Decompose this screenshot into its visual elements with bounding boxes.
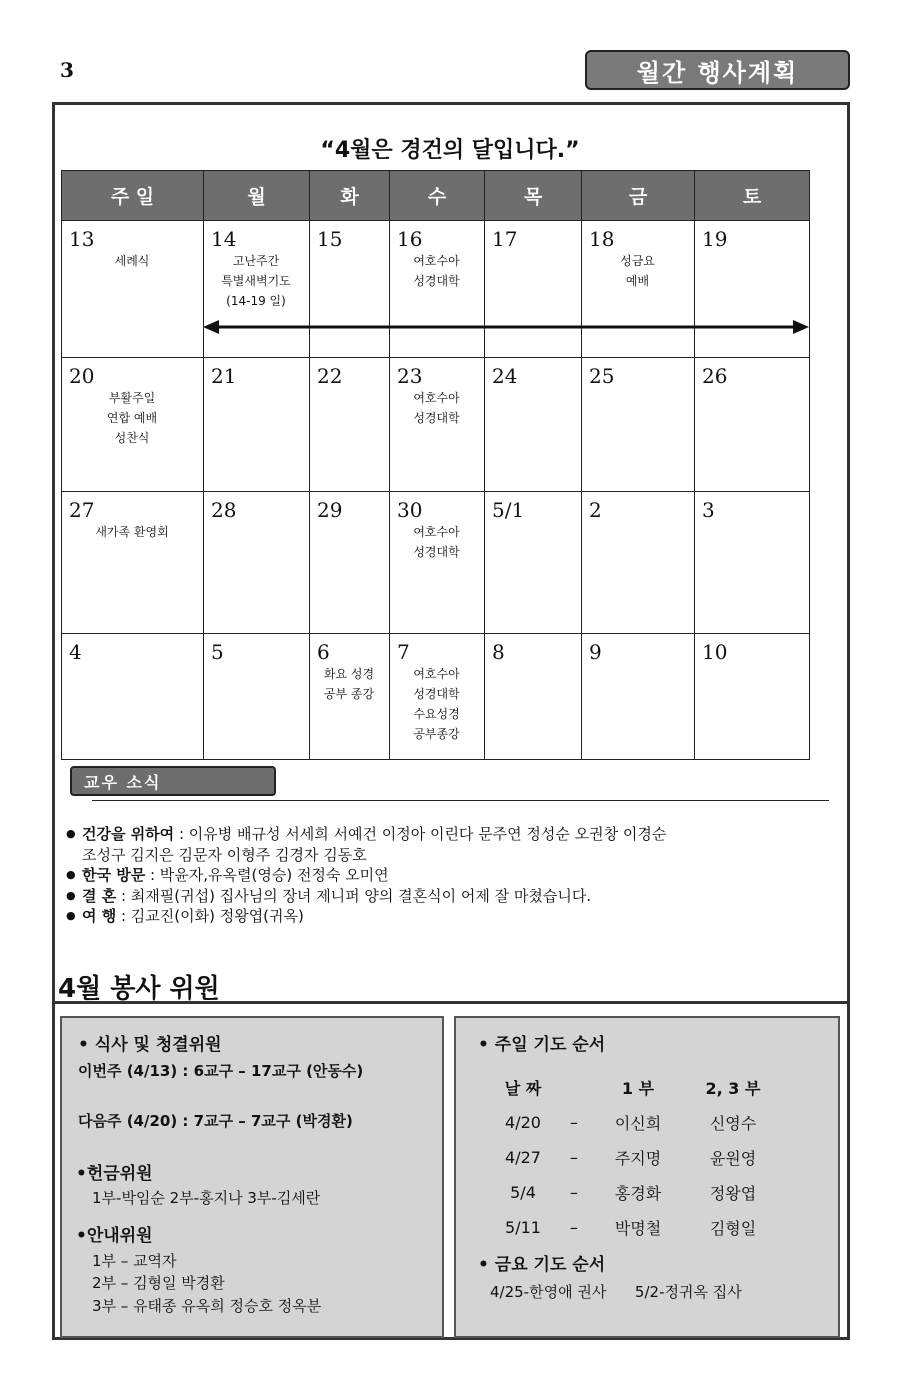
day-event: 성금요 예배 [620,254,655,288]
news-label: 여 행 [82,907,117,925]
calendar-week-3 [62,492,810,634]
day-event: 여호수아 성경대학 [413,254,460,288]
calendar-day [695,634,810,760]
news-label: 한국 방문 [82,866,146,884]
calendar-day [485,492,582,634]
calendar-day [485,634,582,760]
meal-this-week: 이번주 (4/13) : 6교구 – 17교구 (안동수) [78,1062,364,1080]
calendar-day [390,492,485,634]
day-number: 21 [211,364,237,388]
weekday-header-row [62,171,810,221]
day-event: 새가족 환영회 [95,525,169,539]
calendar-day [695,221,810,358]
page-number: 3 [60,58,74,82]
calendar-day [695,358,810,492]
day-number: 23 [397,364,423,388]
dash: – [570,1113,578,1132]
calendar-day [582,492,695,634]
day-number: 10 [702,640,728,664]
monthly-calendar [61,170,810,760]
weekday-sat: 토 [695,171,810,221]
calendar-day [695,492,810,634]
calendar-day [310,492,390,634]
offering-committee-heading: •헌금위원 [76,1164,153,1184]
second-third-service-leader: 신영수 [709,1114,757,1133]
day-number: 2 [589,498,602,522]
news-section-tab: 교우 소식 [70,766,276,796]
news-item-wedding [66,886,836,907]
weekday-tue: 화 [310,171,390,221]
column-header-date: 날 짜 [504,1079,542,1098]
day-number: 13 [69,227,95,251]
day-number: 5/1 [492,498,525,522]
calendar-day [204,492,310,634]
news-item-travel [66,906,836,927]
table-row [486,1140,778,1175]
day-event: 여호수아 성경대학 [413,391,460,425]
calendar-day [582,221,695,358]
prayer-date: 4/20 [505,1113,541,1132]
prayer-table-header [486,1070,778,1105]
day-number: 25 [589,364,615,388]
calendar-day [62,358,204,492]
day-number: 8 [492,640,505,664]
weekday-sun: 주 일 [62,171,204,221]
column-header-second-third-service: 2, 3 부 [705,1079,761,1098]
first-service-leader: 박명철 [614,1219,662,1238]
calendar-day [204,358,310,492]
day-number: 14 [211,227,237,251]
weekday-thu: 목 [485,171,582,221]
day-number: 30 [397,498,423,522]
friday-prayer-schedule: 4/25-한영애 권사 5/2-정귀옥 집사 [490,1283,742,1301]
news-text: : 이유병 배규성 서세희 서예건 이정아 이린다 문주연 정성순 오권창 이경순 [174,825,667,843]
news-label: 건강을 위하여 [82,825,175,843]
calendar-day [582,634,695,760]
news-list [66,824,836,927]
sunday-prayer-table [486,1070,778,1245]
calendar-day [390,358,485,492]
meal-committee-heading: • 식사 및 청결위원 [78,1035,222,1055]
prayer-date: 4/27 [505,1148,541,1167]
day-number: 16 [397,227,423,251]
day-number: 27 [69,498,95,522]
table-row [486,1105,778,1140]
news-text: : 최재필(귀섭) 집사님의 장녀 제니퍼 양의 결혼식이 어제 잘 마쳤습니다. [116,886,592,905]
day-number: 28 [211,498,237,522]
usher-committee-heading: •안내위원 [76,1226,153,1246]
day-number: 7 [397,640,410,664]
day-number: 9 [589,640,602,664]
weekday-wed: 수 [390,171,485,221]
news-item-health [66,824,836,865]
second-third-service-leader: 정왕엽 [709,1184,757,1203]
calendar-day [390,221,485,358]
second-third-service-leader: 김형일 [709,1219,757,1238]
prayer-schedule-box [454,1016,840,1338]
calendar-day [390,634,485,760]
day-number: 20 [69,364,95,388]
dash: – [570,1148,578,1167]
news-text-continued: 조성구 김지은 김문자 이형주 김경자 김동호 [82,845,367,864]
first-service-leader: 홍경화 [614,1184,662,1203]
offering-committee-members: 1부-박임순 2부-홍지나 3부-김세란 [92,1189,321,1207]
double-arrow-icon [203,319,809,335]
calendar-week-2 [62,358,810,492]
column-header-first-service: 1 부 [621,1079,655,1098]
friday-prayer-heading: • 금요 기도 순서 [478,1255,606,1275]
day-number: 17 [492,227,518,251]
prayer-date: 5/4 [510,1183,536,1202]
calendar-day [485,221,582,358]
day-event: 고난주간 특별새벽기도 (14-19 일) [221,254,291,308]
calendar-day [204,221,310,358]
day-event: 화요 성경 공부 종강 [323,667,375,701]
calendar-day [310,358,390,492]
second-third-service-leader: 윤원영 [709,1149,757,1168]
usher-line: 2부 – 김형일 박경환 [92,1274,225,1292]
day-number: 19 [702,227,728,251]
calendar-day [310,221,390,358]
day-number: 29 [317,498,343,522]
day-number: 18 [589,227,615,251]
news-item-korea-visit [66,865,836,886]
service-committee-box [60,1016,444,1338]
table-row [486,1210,778,1245]
calendar-day [310,634,390,760]
calendar-week-1 [62,221,810,358]
calendar-day [582,358,695,492]
usher-line: 1부 – 교역자 [92,1252,177,1270]
usher-line: 3부 – 유태종 유옥희 정승호 정옥분 [92,1297,322,1315]
day-number: 26 [702,364,728,388]
page-header-title: 월간 행사계획 [585,50,850,90]
day-number: 22 [317,364,343,388]
calendar-day [485,358,582,492]
weekday-fri: 금 [582,171,695,221]
service-section-title: 4월 봉사 위원 [58,974,220,1004]
prayer-date: 5/11 [505,1218,541,1237]
day-event: 여호수아 성경대학 수요성경 공부종강 [413,667,460,741]
day-event: 여호수아 성경대학 [413,525,460,559]
calendar-day [62,221,204,358]
calendar-title: “4월은 경건의 달입니다.” [320,138,580,163]
first-service-leader: 이신희 [614,1114,662,1133]
news-label: 결 혼 [82,886,117,905]
day-event: 세례식 [114,254,150,268]
dash: – [570,1218,578,1237]
day-number: 5 [211,640,224,664]
day-number: 4 [69,640,82,664]
calendar-week-4 [62,634,810,760]
news-divider [92,800,829,801]
table-row [486,1175,778,1210]
calendar-day [62,634,204,760]
day-number: 3 [702,498,715,522]
service-divider [55,1001,847,1004]
day-number: 24 [492,364,518,388]
dash: – [570,1183,578,1202]
first-service-leader: 주지명 [614,1149,662,1168]
news-text: : 박윤자,유옥렬(영승) 전정숙 오미연 [145,866,389,884]
news-text: : 김교진(이화) 정왕엽(귀옥) [116,907,304,925]
day-event: 부활주일 연합 예배 성찬식 [106,391,158,445]
sunday-prayer-heading: • 주일 기도 순서 [478,1035,606,1055]
calendar-day [204,634,310,760]
day-number: 6 [317,640,330,664]
weekday-mon: 월 [204,171,310,221]
calendar-day [62,492,204,634]
meal-next-week: 다음주 (4/20) : 7교구 – 7교구 (박경환) [78,1112,353,1130]
day-number: 15 [317,227,343,251]
